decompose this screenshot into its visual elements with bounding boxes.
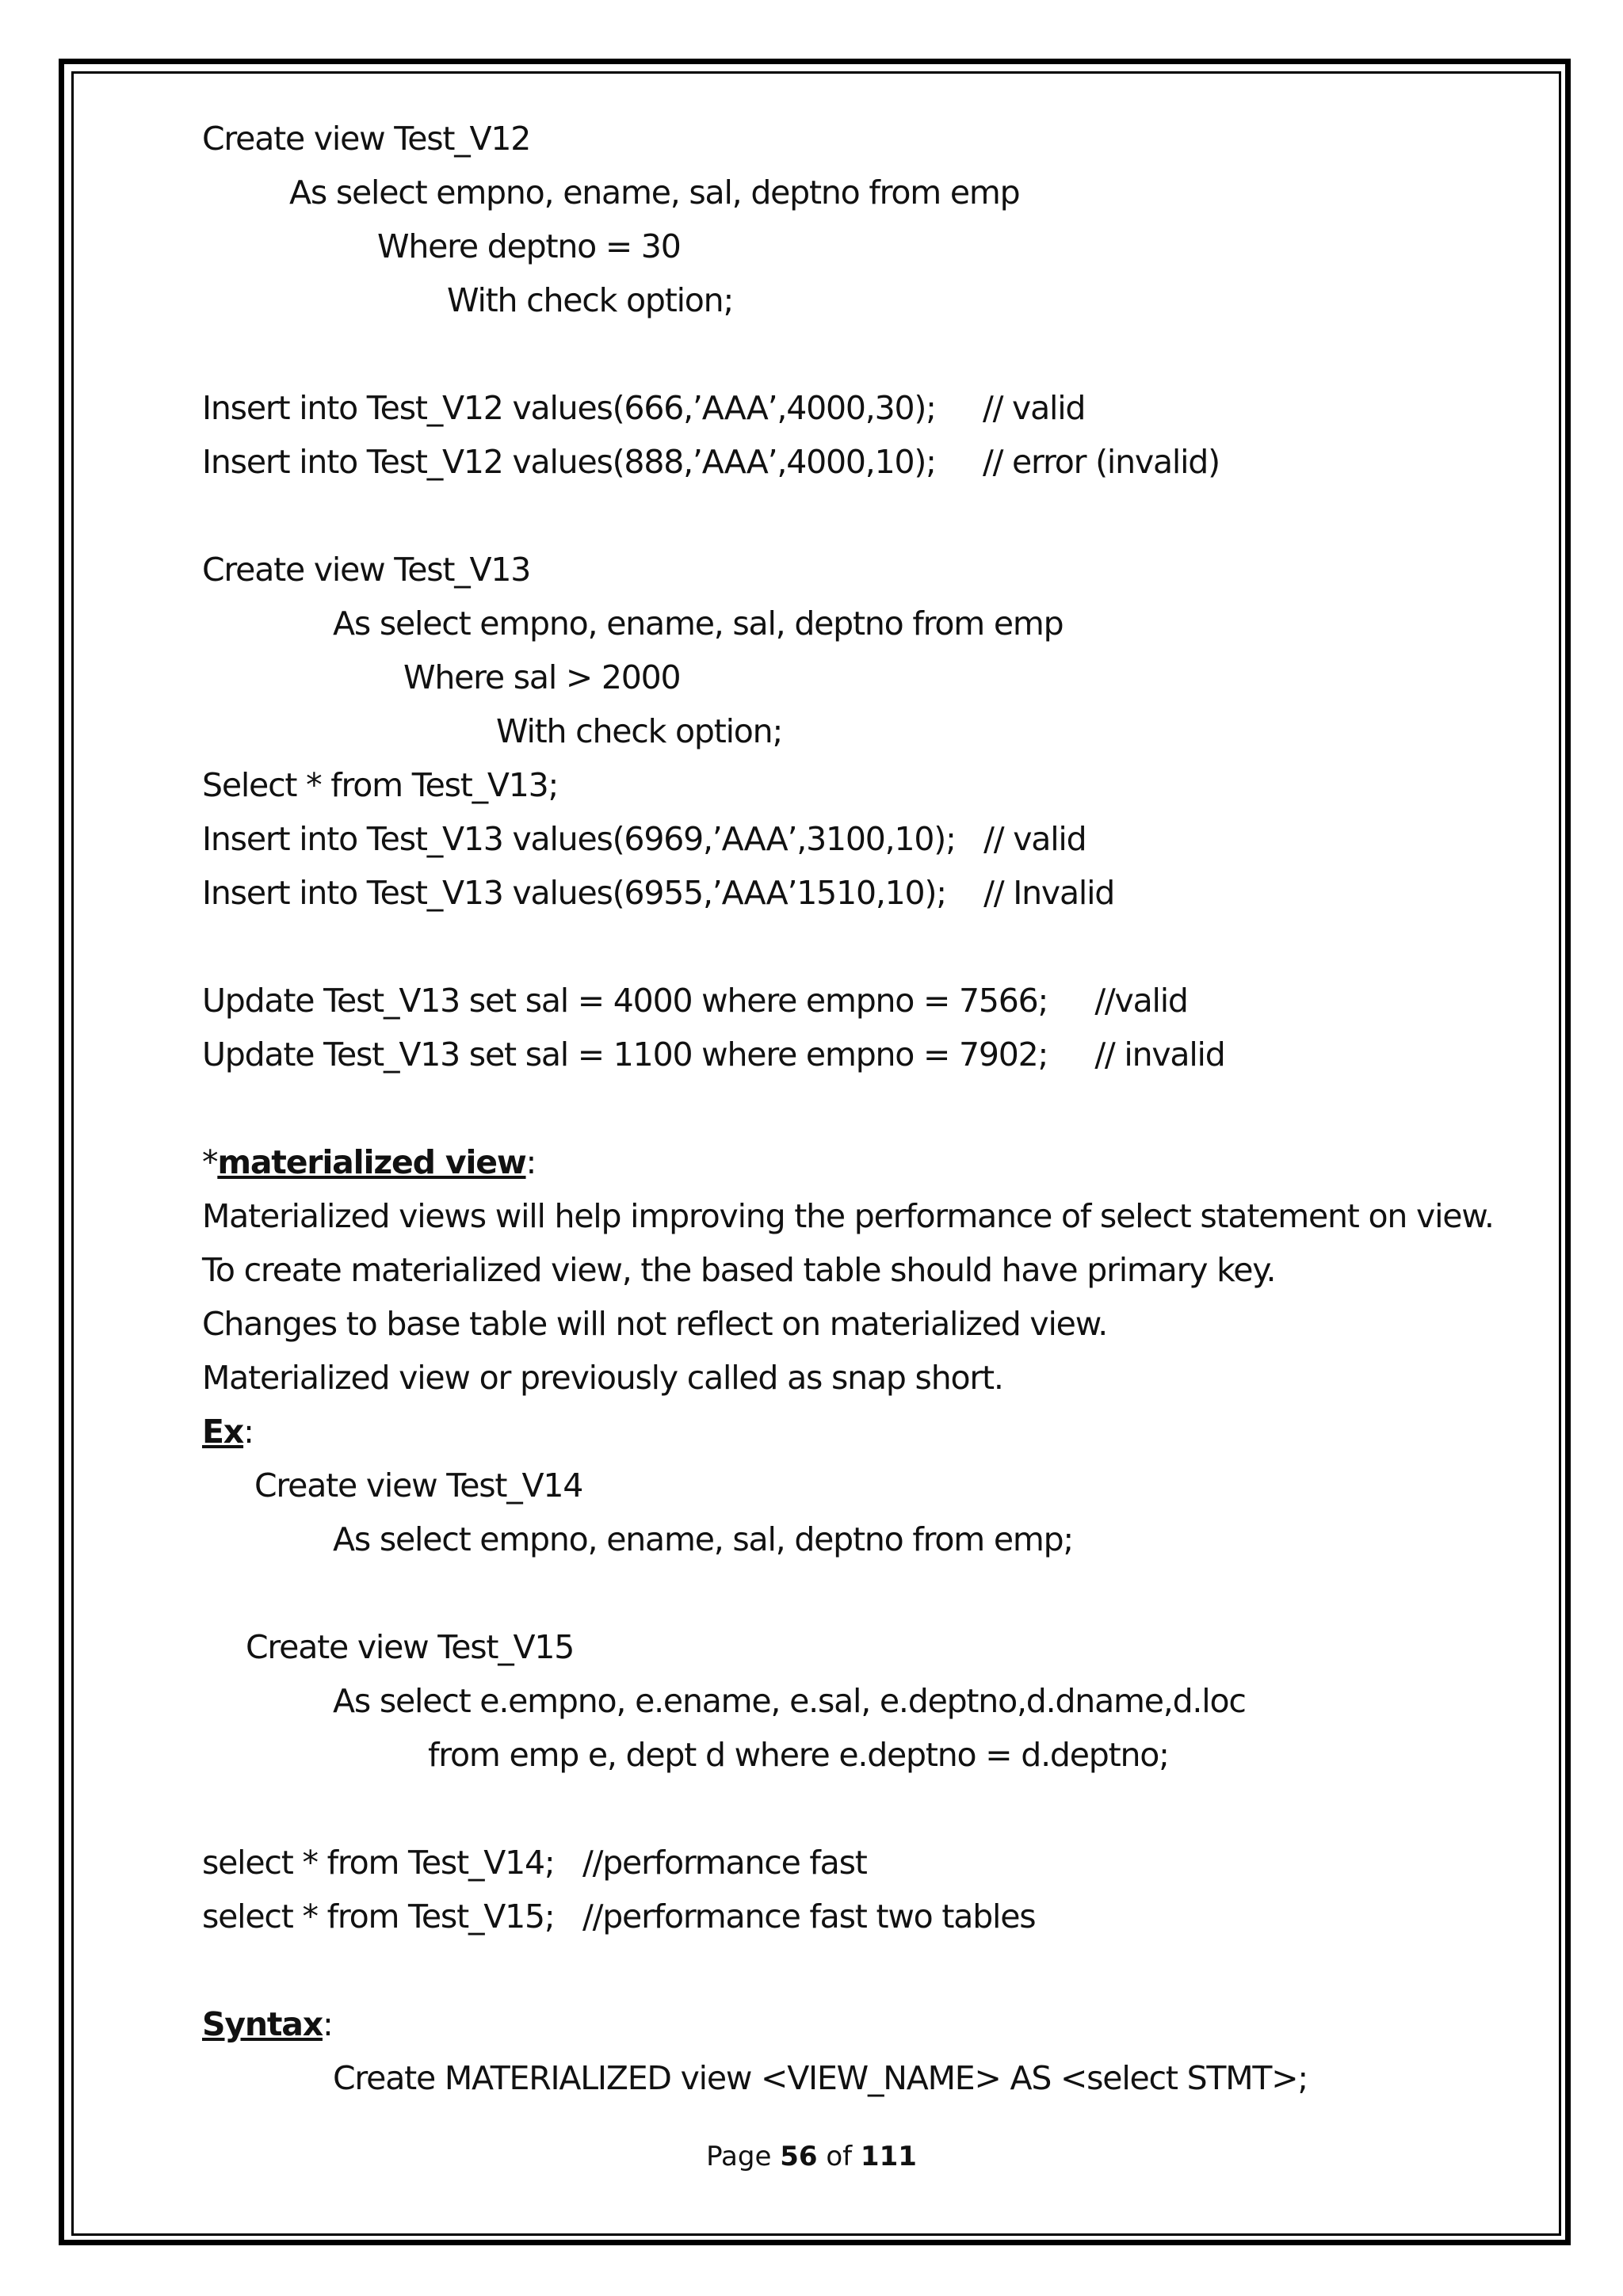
code-line: As select empno, ename, sal, deptno from emp — [333, 605, 1064, 643]
paragraph-line: Changes to base table will not reflect on materialized view. — [202, 1305, 1108, 1343]
code-line: As select e.empno, e.ename, e.sal, e.deptno,d.dname,d.loc — [333, 1682, 1246, 1720]
paragraph-line: Materialized views will help improving the performance of select statement on view. — [202, 1197, 1494, 1235]
code-line: Create view Test_V15 — [246, 1628, 575, 1666]
code-line: Select * from Test_V13; — [202, 766, 559, 804]
code-line: Create view Test_V12 — [202, 120, 531, 158]
code-line: Insert into Test_V13 values(6969,’AAA’,3100,10); // valid — [202, 820, 1086, 858]
code-line: Create view Test_V13 — [202, 551, 531, 589]
code-line: As select empno, ename, sal, deptno from emp; — [333, 1520, 1074, 1558]
code-line: As select empno, ename, sal, deptno from emp — [289, 174, 1020, 212]
total-pages: 111 — [860, 2141, 917, 2172]
code-line: With check option; — [496, 712, 783, 750]
code-line: Update Test_V13 set sal = 1100 where empno = 7902; // invalid — [202, 1035, 1225, 1074]
section-heading-syntax: Syntax: — [202, 2005, 333, 2043]
code-line: Update Test_V13 set sal = 4000 where empno = 7566; //valid — [202, 982, 1188, 1020]
code-line: Insert into Test_V12 values(888,’AAA’,4000,10); // error (invalid) — [202, 443, 1220, 481]
code-line: Create MATERIALIZED view <VIEW_NAME> AS <select STMT>; — [333, 2059, 1308, 2097]
section-heading-materialized-view: *materialized view: — [202, 1143, 537, 1181]
code-line: Insert into Test_V13 values(6955,’AAA’1510,10); // Invalid — [202, 874, 1115, 912]
code-line: Where deptno = 30 — [377, 227, 681, 265]
code-line: Insert into Test_V12 values(666,’AAA’,4000,30); // valid — [202, 389, 1086, 427]
code-line: select * from Test_V14; //performance fast — [202, 1844, 867, 1882]
paragraph-line: Materialized view or previously called as snap short. — [202, 1359, 1003, 1397]
code-line: select * from Test_V15; //performance fast two tables — [202, 1897, 1036, 1936]
section-heading-ex: Ex: — [202, 1413, 254, 1451]
code-line: from emp e, dept d where e.deptno = d.deptno; — [428, 1736, 1169, 1774]
code-line: Where sal > 2000 — [403, 658, 681, 696]
code-line: With check option; — [447, 281, 734, 319]
paragraph-line: To create materialized view, the based table should have primary key. — [202, 1251, 1276, 1289]
code-line: Create view Test_V14 — [254, 1466, 583, 1505]
page-footer: Page 56 of 111 — [706, 2141, 917, 2172]
page-number: 56 — [780, 2141, 818, 2172]
